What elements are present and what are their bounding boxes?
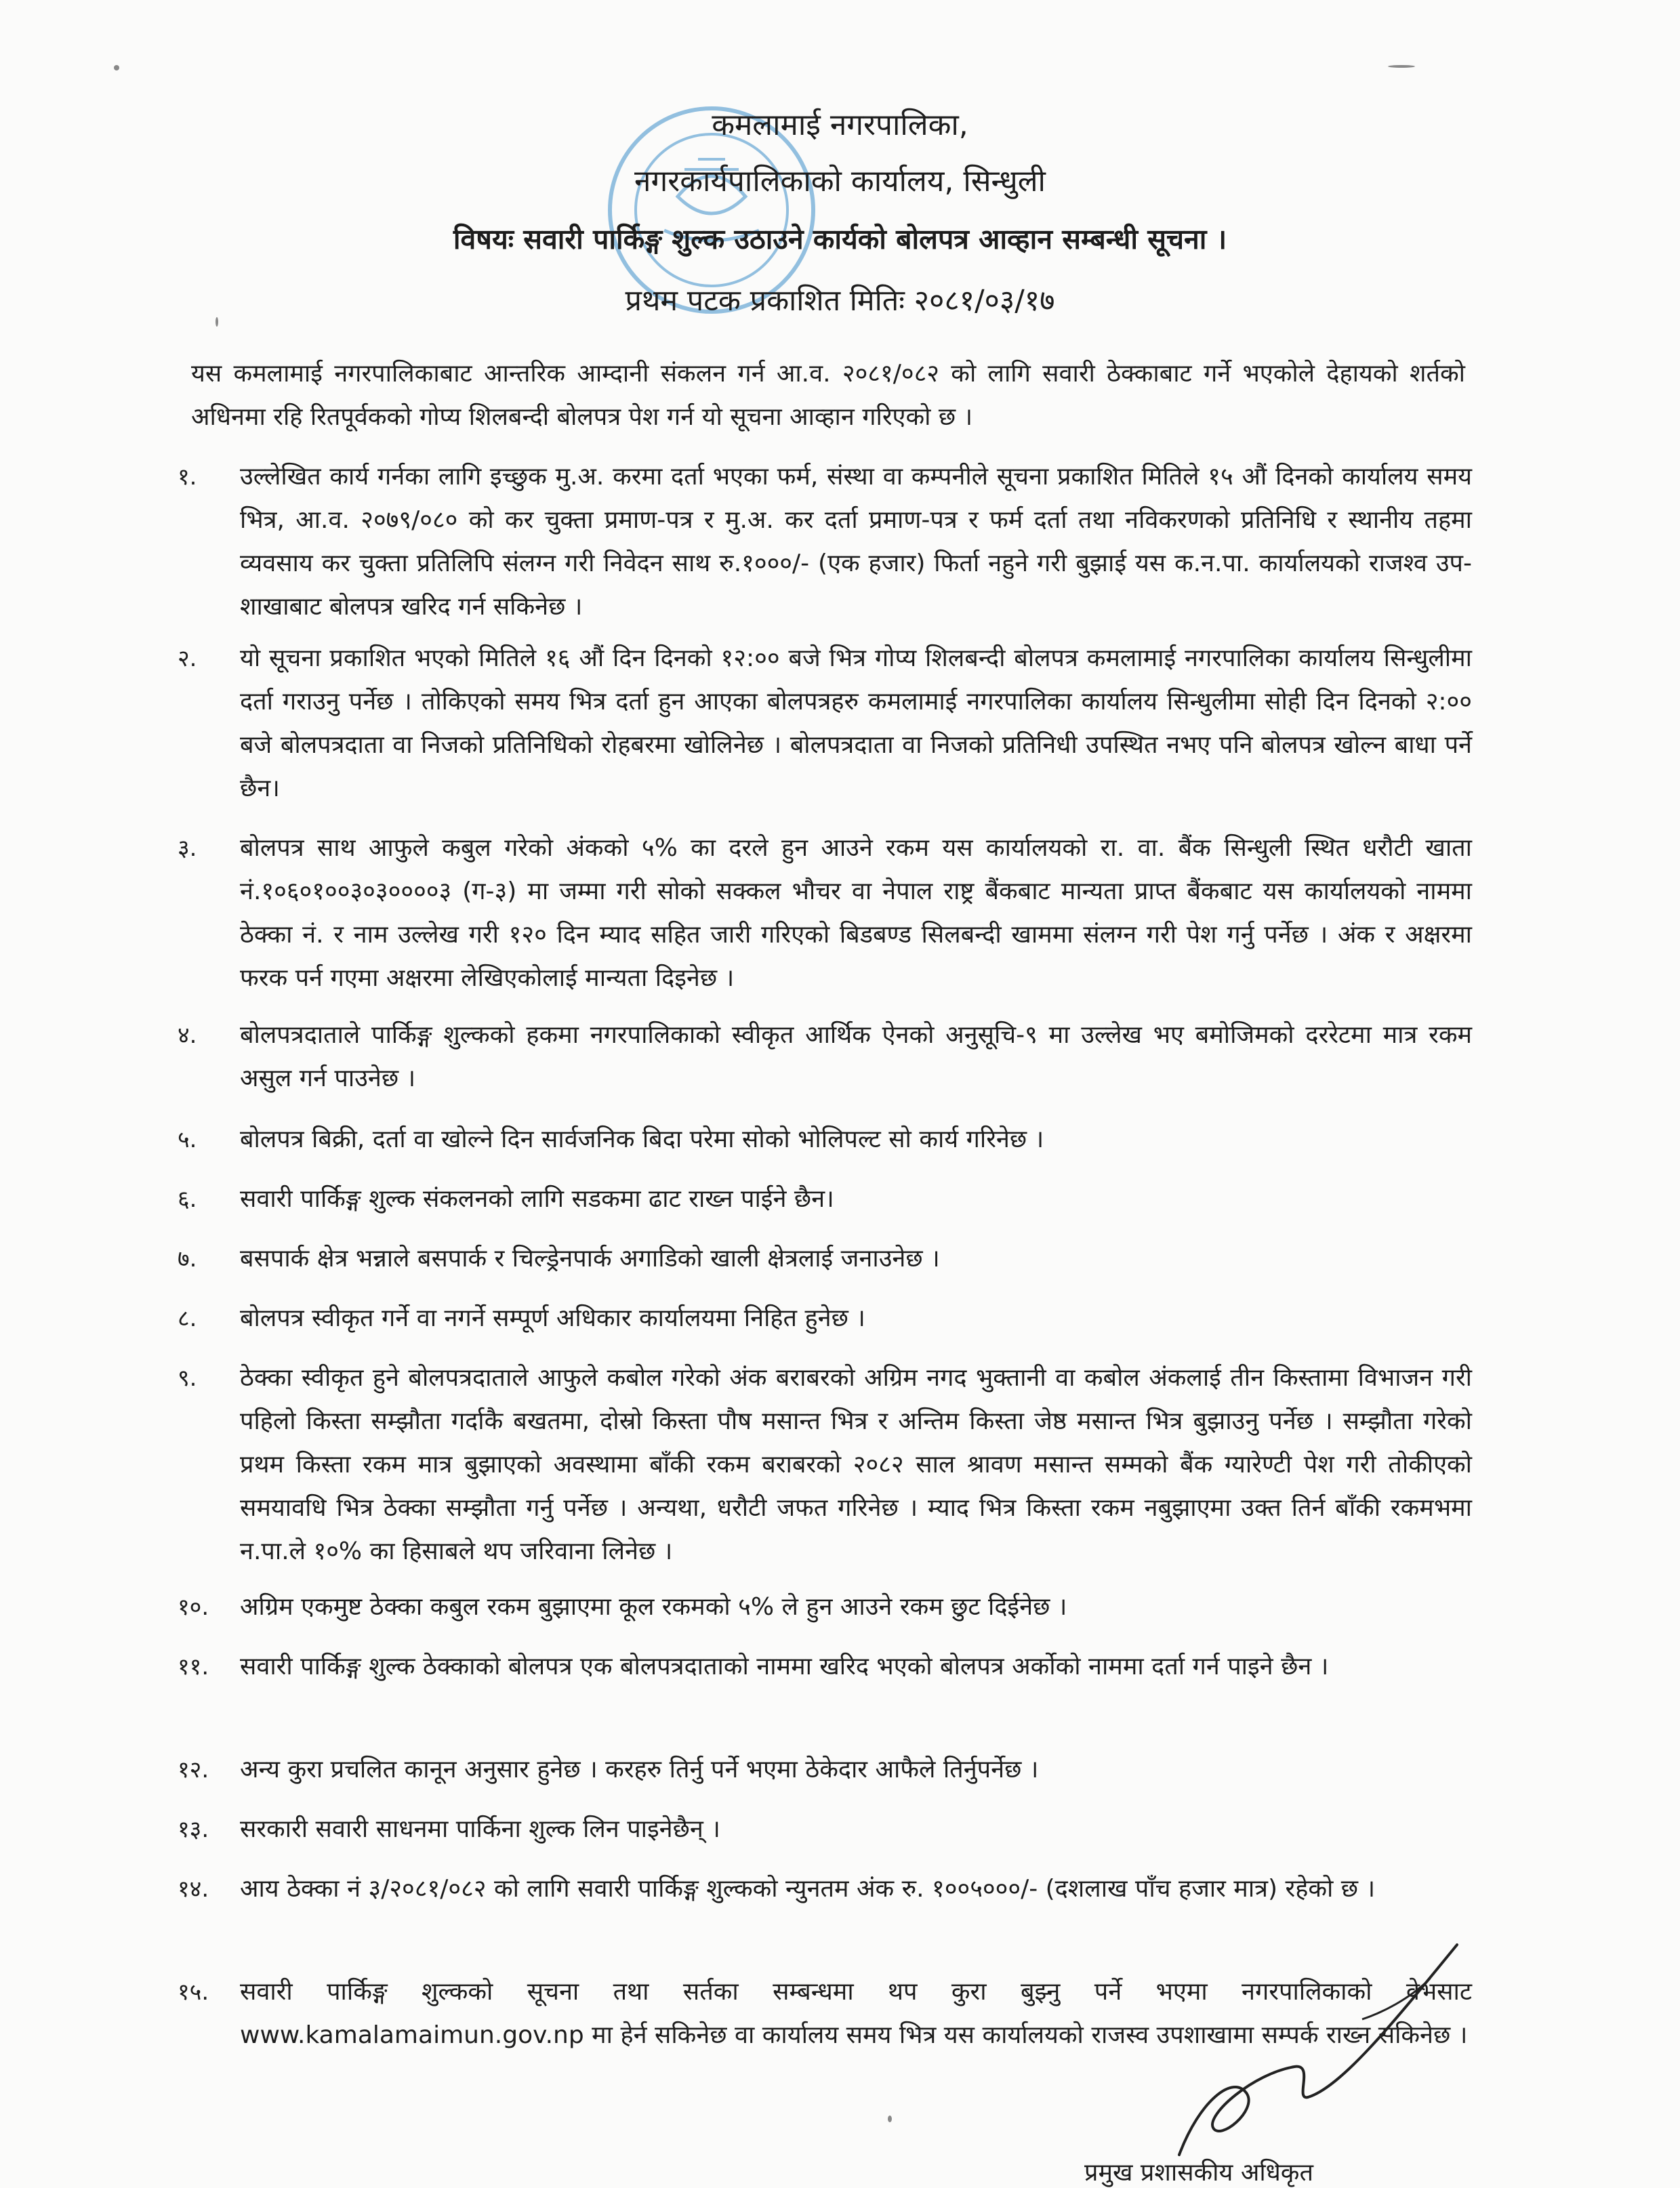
list-item <box>178 1867 1472 1911</box>
list-item <box>178 1645 1472 1689</box>
scan-speck <box>114 65 119 70</box>
item-number: १०. <box>178 1594 209 1621</box>
scan-speck <box>1388 65 1415 68</box>
item-text: सवारी पार्किङ्ग शुल्क ठेक्काको बोलपत्र एक बोलपत्रदाताको नाममा खरिद भएको बोलपत्र अर्कोको नाममा दर्ता गर्न पाइने छैन । <box>240 1653 1329 1680</box>
item-number: १३. <box>178 1816 209 1843</box>
item-number: २. <box>178 645 197 672</box>
item-text: सवारी पार्किङ्ग शुल्क संकलनको लागि सडकमा ढाट राख्न पाईने छैन। <box>240 1185 834 1213</box>
item-number: १. <box>178 463 197 491</box>
item-text: बोलपत्रदाताले पार्किङ्ग शुल्कको हकमा नगरपालिकाको स्वीकृत आर्थिक ऐनको अनुसूचि-९ मा उल्लेख भए बमोजिमको दररेटमा मात्र रकम असुल गर्न पाउनेछ । <box>240 1021 1472 1092</box>
list-item <box>178 827 1472 1000</box>
office-name: नगरकार्यपालिकाको कार्यालय, सिन्धुली <box>634 164 1046 199</box>
list-item <box>178 1357 1472 1573</box>
scan-speck <box>216 317 218 327</box>
item-text: उल्लेखित कार्य गर्नका लागि इच्छुक मु.अ. करमा दर्ता भएका फर्म, संस्था वा कम्पनीले सूचना प्रकाशित मितिले १५ औं दिनको कार्यालय समय भित्र, आ.व. २०७९/०८० को कर चुक्ता प्रमाण-पत्र र मु.अ. कर दर्ता प्रमाण-पत्र र फर्म दर्ता तथा नविकरणको प्रतिनिधि र स्थानीय तहमा व्यवसाय कर चुक्ता प्रतिलिपि संलग्न गरी निवेदन साथ रु.१०००/- (एक हजार) फिर्ता नहुने गरी बुझाई यस क.न.पा. कार्यालयको राजश्व उप-शाखाबाट बोलपत्र खरिद गर्न सकिनेछ । <box>240 463 1472 621</box>
item-text: बोलपत्र बिक्री, दर्ता वा खोल्ने दिन सार्वजनिक बिदा परेमा सोको भोलिपल्ट सो कार्य गरिनेछ । <box>240 1126 1044 1153</box>
item-text: सवारी पार्किङ्ग शुल्कको सूचना तथा सर्तका सम्बन्धमा थप कुरा बुझ्नु पर्ने भएमा नगरपालिकाको वेभसाट www.kamalamaimun.gov.np मा हेर्न सकिनेछ वा कार्यालय समय भित्र यस कार्यालयको राजस्व उपशाखामा सम्पर्क राख्न सकिनेछ । <box>240 1978 1472 2049</box>
list-item <box>178 637 1472 810</box>
item-number: १४. <box>178 1876 209 1903</box>
item-number: १२. <box>178 1756 209 1783</box>
item-number: ११. <box>178 1653 209 1680</box>
item-number: ६. <box>178 1186 197 1213</box>
item-number: ५. <box>178 1126 197 1153</box>
org-name: कमलामाई नगरपालिका, <box>712 108 968 142</box>
scan-speck <box>888 2115 892 2122</box>
list-item <box>178 1586 1472 1629</box>
signature <box>1139 1938 1518 2168</box>
item-number: ९. <box>178 1365 197 1392</box>
item-text: यो सूचना प्रकाशित भएको मितिले १६ औं दिन दिनको १२:०० बजे भित्र गोप्य शिलबन्दी बोलपत्र कमलामाई नगरपालिका कार्यालय सिन्धुलीमा दर्ता गराउनु पर्नेछ । तोकिएको समय भित्र दर्ता हुन आएका बोलपत्रहरु कमलामाई नगरपालिका कार्यालय सिन्धुलीमा सोही दिन दिनको २:०० बजे बोलपत्रदाता वा निजको प्रतिनिधिको रोहबरमा खोलिनेछ । बोलपत्रदाता वा निजको प्रतिनिधी उपस्थित नभए पनि बोलपत्र खोल्न बाधा पर्ने छैन। <box>240 644 1472 802</box>
list-item <box>178 455 1472 629</box>
item-text: अन्य कुरा प्रचलित कानून अनुसार हुनेछ । करहरु तिर्नु पर्ने भएमा ठेकेदार आफैले तिर्नुपर्नेछ । <box>240 1756 1039 1783</box>
item-text: बोलपत्र साथ आफुले कबुल गरेको अंकको ५% का दरले हुन आउने रकम यस कार्यालयको रा. वा. बैंक सिन्धुली स्थित धरौटी खाता नं.१०६०१००३०३००००३ (ग-३) मा जम्मा गरी सोको सक्कल भौचर वा नेपाल राष्ट्र बैंकबाट मान्यता प्राप्त बैंकबाट यस कार्यालयको नाममा ठेक्का नं. र नाम उल्लेख गरी १२० दिन म्याद सहित जारी गरिएको बिडबण्ड सिलबन्दी खाममा संलग्न गरी पेश गर्नु पर्नेछ । अंक र अक्षरमा फरक पर्न गएमा अक्षरमा लेखिएकोलाई मान्यता दिइनेछ । <box>240 834 1472 992</box>
item-text: सरकारी सवारी साधनमा पार्किना शुल्क लिन पाइनेछैन् । <box>240 1815 720 1843</box>
list-item <box>178 1808 1472 1851</box>
notice-subject: विषयः सवारी पार्किङ्ग शुल्क उठाउने कार्यको बोलपत्र आव्हान सम्बन्धी सूचना । <box>453 223 1227 255</box>
item-text: ठेक्का स्वीकृत हुने बोलपत्रदाताले आफुले कबोल गरेको अंक बराबरको अग्रिम नगद भुक्तानी वा कबोल अंकलाई तीन किस्तामा विभाजन गरी पहिलो किस्ता सम्झौता गर्दाकै बखतमा, दोस्रो किस्ता पौष मसान्त भित्र र अन्तिम किस्ता जेष्ठ मसान्त भित्र बुझाउनु पर्नेछ । सम्झौता गरेको प्रथम किस्ता रकम मात्र बुझाएको अवस्थामा बाँकी रकम बराबरको २०८२ साल श्रावण मसान्त सम्मको बैंक ग्यारेण्टी पेश गरी तोकीएको समयावधि भित्र ठेक्का सम्झौता गर्नु पर्नेछ । अन्यथा, धरौटी जफत गरिनेछ । म्याद भित्र किस्ता रकम नबुझाएमा उक्त तिर्न बाँकी रकमभमा न.पा.ले १०% का हिसाबले थप जरिवाना लिनेछ । <box>240 1364 1472 1565</box>
list-item <box>178 1748 1472 1792</box>
list-item <box>178 1014 1472 1100</box>
item-number: ३. <box>178 835 197 862</box>
item-number: ४. <box>178 1022 197 1049</box>
list-item <box>178 1178 1472 1221</box>
intro-paragraph: यस कमलामाई नगरपालिकाबाट आन्तरिक आम्दानी संकलन गर्न आ.व. २०८१/०८२ को लागि सवारी ठेक्काबाट गर्ने भएकोले देहायको शर्तको अधिनमा रहि रितपूर्वकको गोप्य शिलबन्दी बोलपत्र पेश गर्न यो सूचना आव्हान गरिएको छ । <box>191 360 1465 431</box>
list-item <box>178 1237 1472 1281</box>
item-text: आय ठेक्का नं ३/२०८१/०८२ को लागि सवारी पार्किङ्ग शुल्कको न्युनतम अंक रु. १००५०००/- (दशलाख पाँच हजार मात्र) रहेको छ । <box>240 1875 1376 1903</box>
item-number: ८. <box>178 1305 197 1332</box>
signature-title: प्रमुख प्रशासकीय अधिकृत <box>1084 2159 1313 2187</box>
item-text: बसपार्क क्षेत्र भन्नाले बसपार्क र चिल्ड्रेनपार्क अगाडिको खाली क्षेत्रलाई जनाउनेछ । <box>240 1245 940 1273</box>
list-item <box>178 1297 1472 1340</box>
item-number: ७. <box>178 1245 197 1273</box>
item-text: बोलपत्र स्वीकृत गर्ने वा नगर्ने सम्पूर्ण अधिकार कार्यालयमा निहित हुनेछ । <box>240 1304 865 1332</box>
item-text: अग्रिम एकमुष्ट ठेक्का कबुल रकम बुझाएमा कूल रकमको ५% ले हुन आउने रकम छुट दिईनेछ । <box>240 1593 1067 1621</box>
list-item <box>178 1118 1472 1161</box>
publish-date: प्रथम पटक प्रकाशित मितिः २०८१/०३/१७ <box>625 284 1055 318</box>
item-number: १५. <box>178 1979 209 2006</box>
